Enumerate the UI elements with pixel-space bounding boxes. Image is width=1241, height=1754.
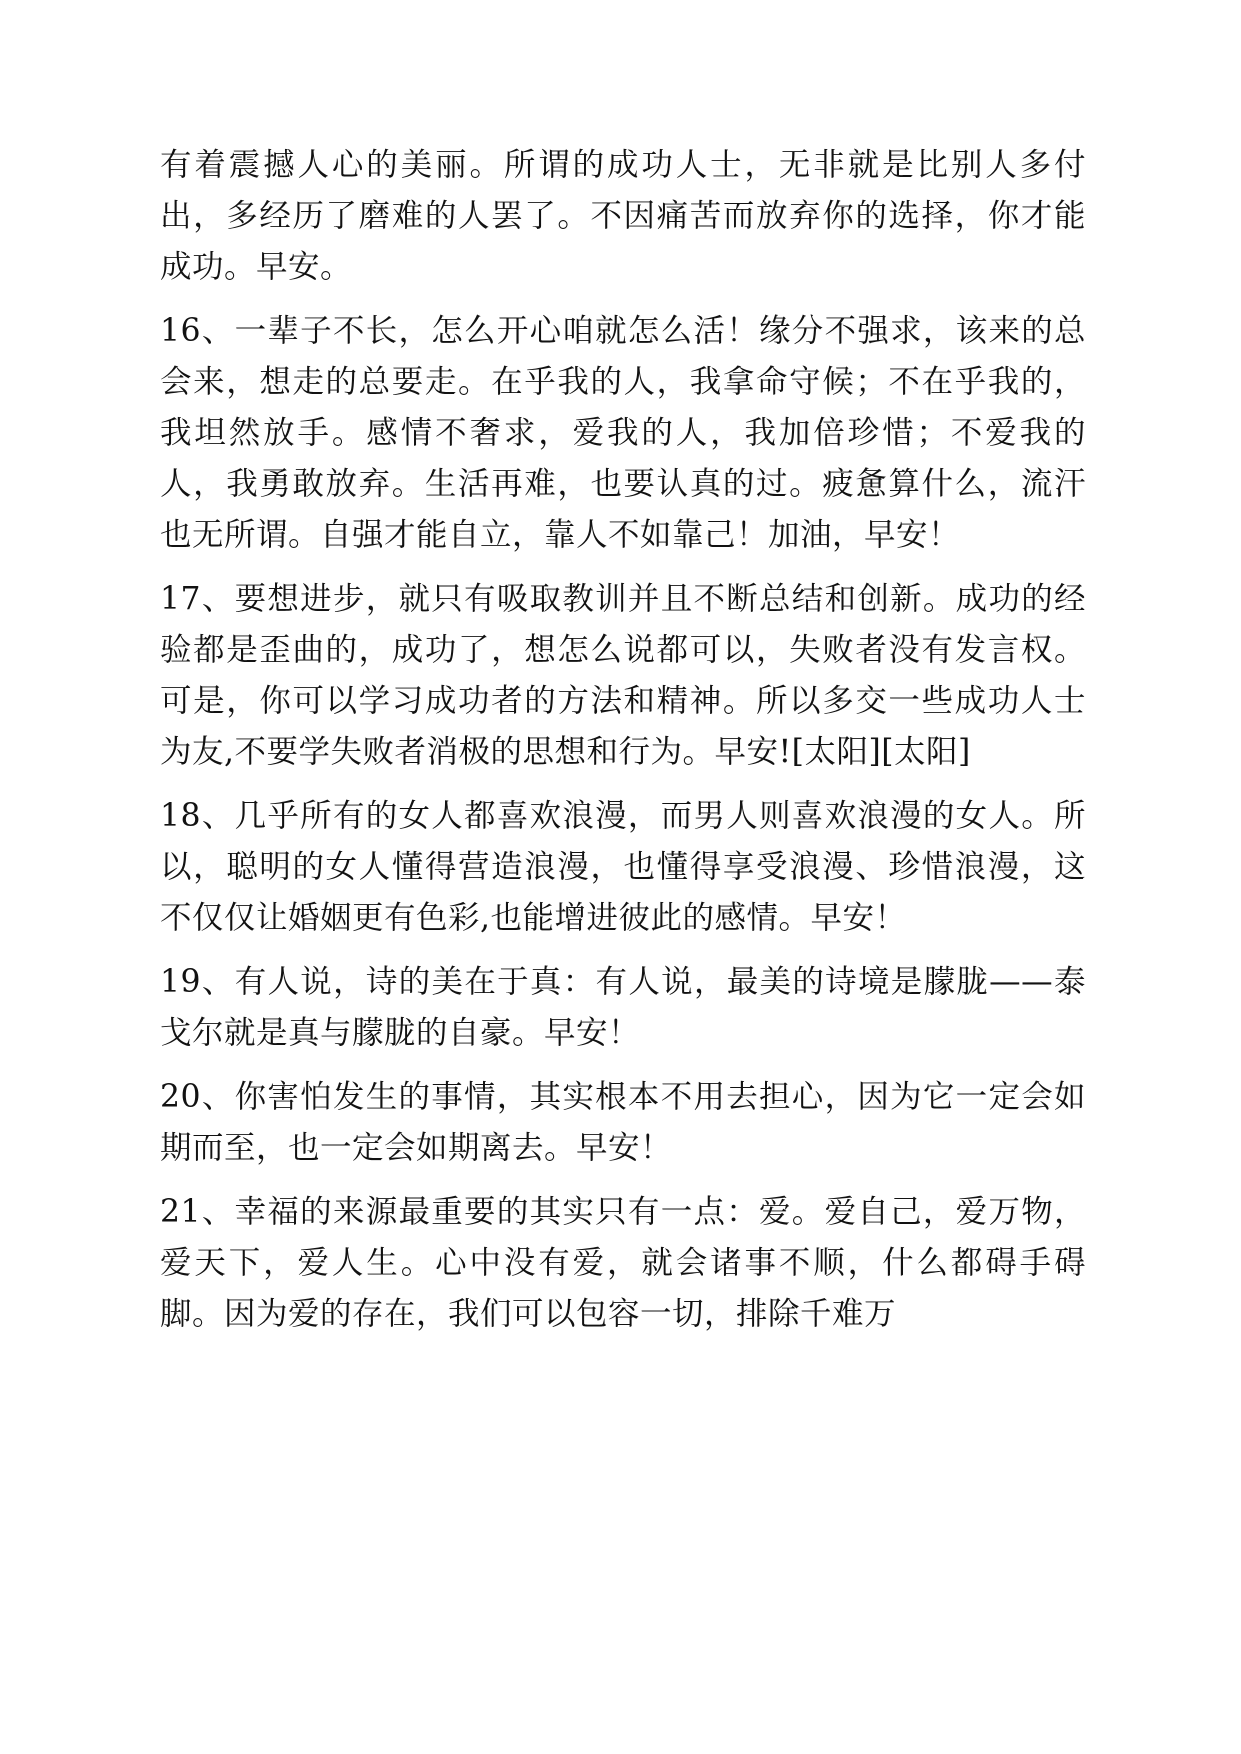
paragraph-21: 21、幸福的来源最重要的其实只有一点：爱。爱自己，爱万物，爱天下，爱人生。心中没有爱，就会诸事不顺，什么都碍手碍脚。因为爱的存在，我们可以包容一切，排除千难万: [160, 1194, 1086, 1333]
paragraph-continued: 有着震撼人心的美丽。所谓的成功人士，无非就是比别人多付出，多经历了磨难的人罢了。不因痛苦而放弃你的选择，你才能成功。早安。: [160, 147, 1086, 286]
paragraph-20: 20、你害怕发生的事情，其实根本不用去担心，因为它一定会如期而至，也一定会如期离去。早安！: [160, 1079, 1086, 1167]
paragraph-18: 18、几乎所有的女人都喜欢浪漫，而男人则喜欢浪漫的女人。所以，聪明的女人懂得营造浪漫，也懂得享受浪漫、珍惜浪漫，这不仅仅让婚姻更有色彩,也能增进彼此的感情。早安！: [160, 798, 1086, 937]
paragraph-16: 16、一辈子不长，怎么开心咱就怎么活！缘分不强求，该来的总会来，想走的总要走。在乎我的人，我拿命守候；不在乎我的，我坦然放手。感情不奢求，爱我的人，我加倍珍惜；不爱我的人，我勇敢放弃。生活再难，也要认真的过。疲惫算什么，流汗也无所谓。自强才能自立，靠人不如靠己！加油，早安！: [160, 313, 1086, 554]
paragraph-17: 17、要想进步，就只有吸取教训并且不断总结和创新。成功的经验都是歪曲的，成功了，想怎么说都可以，失败者没有发言权。可是，你可以学习成功者的方法和精神。所以多交一些成功人士为友,不要学失败者消极的思想和行为。早安![太阳][太阳]: [160, 581, 1086, 771]
document-body: [160, 140, 1086, 1340]
paragraph-19: 19、有人说，诗的美在于真：有人说，最美的诗境是朦胧——泰戈尔就是真与朦胧的自豪。早安！: [160, 964, 1086, 1052]
